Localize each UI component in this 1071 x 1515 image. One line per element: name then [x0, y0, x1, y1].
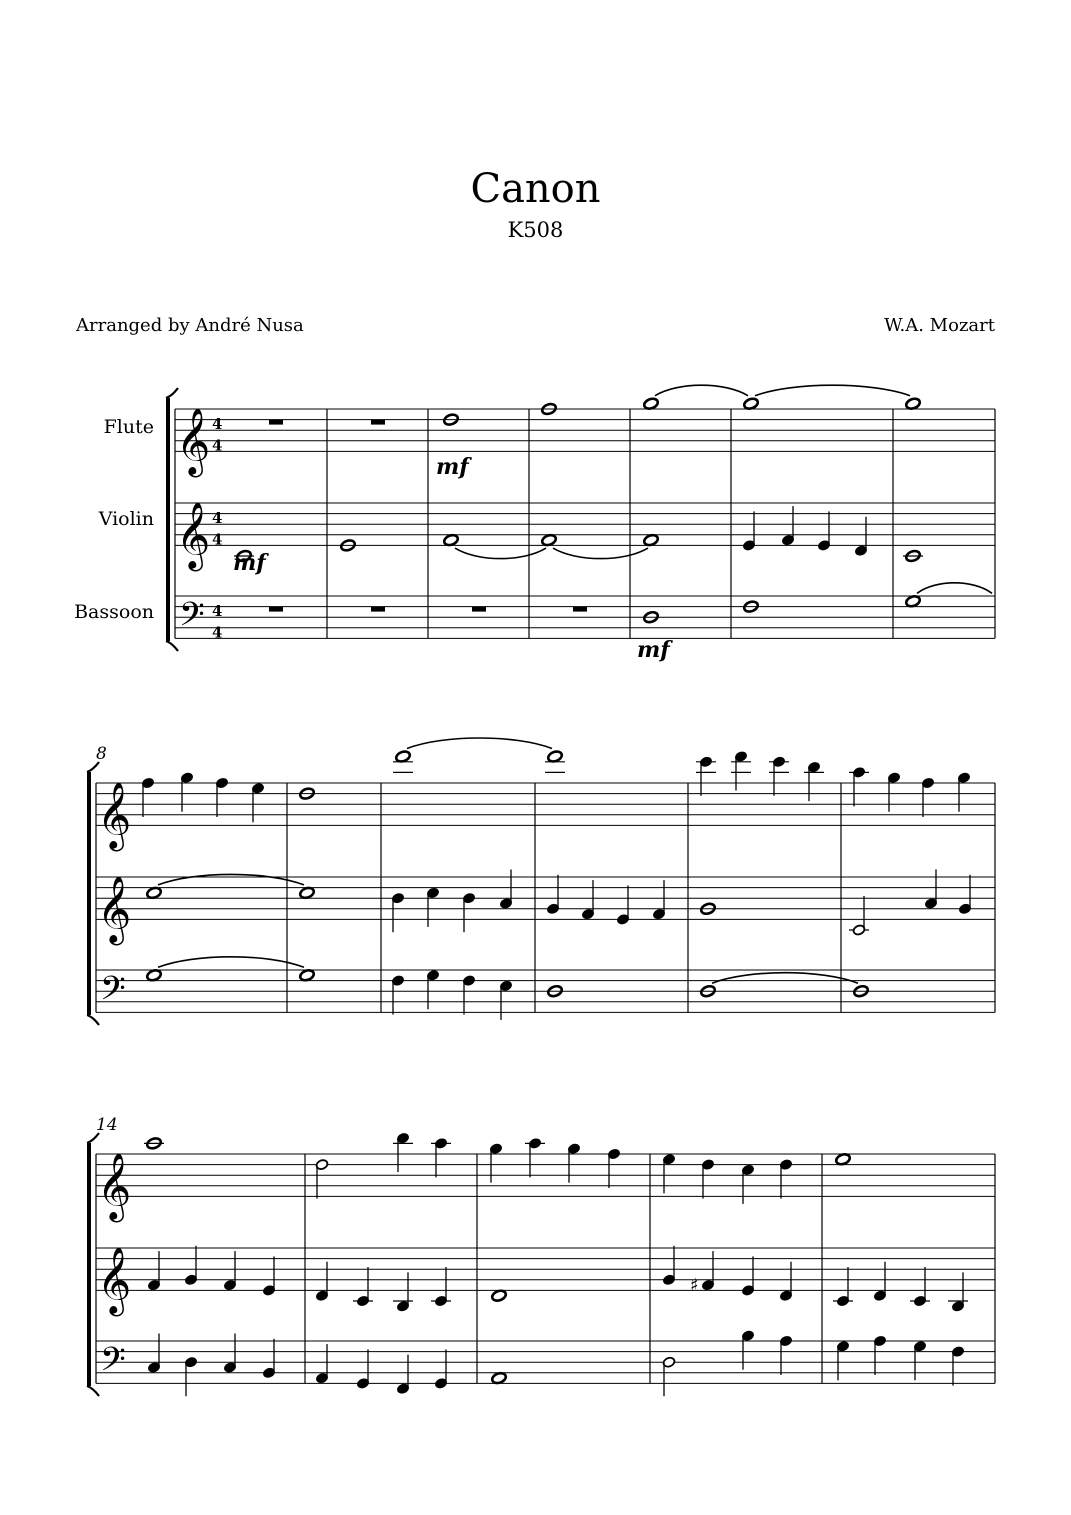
bass-clef-icon: 𝄢	[100, 1340, 126, 1387]
bracket-top-icon	[166, 388, 178, 398]
tie	[655, 385, 748, 396]
staff-flute-3	[96, 1154, 995, 1196]
time-signature-numerator: 4	[212, 602, 223, 621]
staff-flute	[175, 409, 995, 451]
dynamic-mark: mf	[637, 637, 670, 663]
instrument-label-flute: Flute	[103, 416, 154, 438]
treble-clef-icon: 𝄞	[97, 1245, 132, 1314]
whole-note	[443, 533, 459, 546]
time-signature-denominator: 4	[212, 436, 223, 455]
tie	[407, 738, 552, 749]
whole-note	[743, 397, 759, 410]
staff-bassoon-3	[96, 1341, 995, 1383]
whole-note	[541, 533, 557, 546]
whole-rest	[472, 607, 486, 612]
treble-clef-icon: 𝄞	[97, 780, 132, 849]
sharp-icon: ♯	[690, 1275, 699, 1297]
time-signature-denominator: 4	[212, 623, 223, 642]
tie	[917, 583, 992, 594]
whole-note	[905, 397, 921, 410]
bass-clef-icon: 𝄢	[179, 595, 205, 642]
staff-bassoon	[175, 596, 995, 638]
whole-rest	[371, 420, 385, 425]
tie	[755, 385, 910, 396]
whole-note	[146, 969, 162, 982]
bracket-top-icon	[87, 1133, 99, 1143]
instrument-label-violin: Violin	[98, 508, 154, 530]
catalog-number: K508	[507, 218, 564, 242]
bracket-bottom-icon	[87, 1386, 99, 1396]
tie	[158, 874, 304, 885]
bracket-bottom-icon	[87, 1015, 99, 1025]
bracket-bottom-icon	[166, 641, 178, 651]
treble-clef-icon: 𝄞	[176, 406, 211, 475]
whole-rest	[573, 607, 587, 612]
whole-note	[491, 1289, 507, 1302]
time-signature-numerator: 4	[212, 415, 223, 434]
arranger-credit: Arranged by André Nusa	[76, 315, 304, 336]
treble-clef-icon: 𝄞	[176, 500, 211, 569]
tie	[553, 548, 648, 559]
dynamic-mark: mf	[436, 454, 469, 480]
time-signature-numerator: 4	[212, 509, 223, 528]
whole-rest	[269, 420, 283, 425]
composer-credit: W.A. Mozart	[884, 315, 995, 336]
tie	[158, 957, 304, 968]
whole-note	[299, 969, 315, 982]
bass-clef-icon: 𝄢	[100, 969, 126, 1016]
whole-rest	[371, 607, 385, 612]
whole-note	[491, 1371, 507, 1384]
instrument-label-bassoon: Bassoon	[74, 601, 154, 623]
whole-note	[643, 533, 659, 546]
whole-rest	[269, 607, 283, 612]
staff-bassoon-2	[96, 970, 995, 1012]
whole-note	[905, 595, 921, 608]
tie	[455, 548, 546, 559]
staff-violin	[175, 503, 995, 545]
whole-note	[146, 886, 162, 899]
staff-flute-2	[96, 783, 995, 825]
time-signature-denominator: 4	[212, 530, 223, 549]
whole-note	[299, 886, 315, 899]
piece-title: Canon	[470, 166, 601, 212]
tie	[712, 973, 858, 984]
bracket-top-icon	[87, 762, 99, 772]
whole-note	[835, 1153, 851, 1166]
measure-number-system-3: 14	[96, 1115, 118, 1135]
whole-note	[643, 397, 659, 410]
treble-clef-icon: 𝄞	[97, 874, 132, 943]
treble-clef-icon: 𝄞	[97, 1151, 132, 1220]
measure-number-system-2: 8	[96, 744, 107, 764]
dynamic-mark: mf	[233, 550, 266, 576]
staff-violin-2	[96, 877, 995, 919]
